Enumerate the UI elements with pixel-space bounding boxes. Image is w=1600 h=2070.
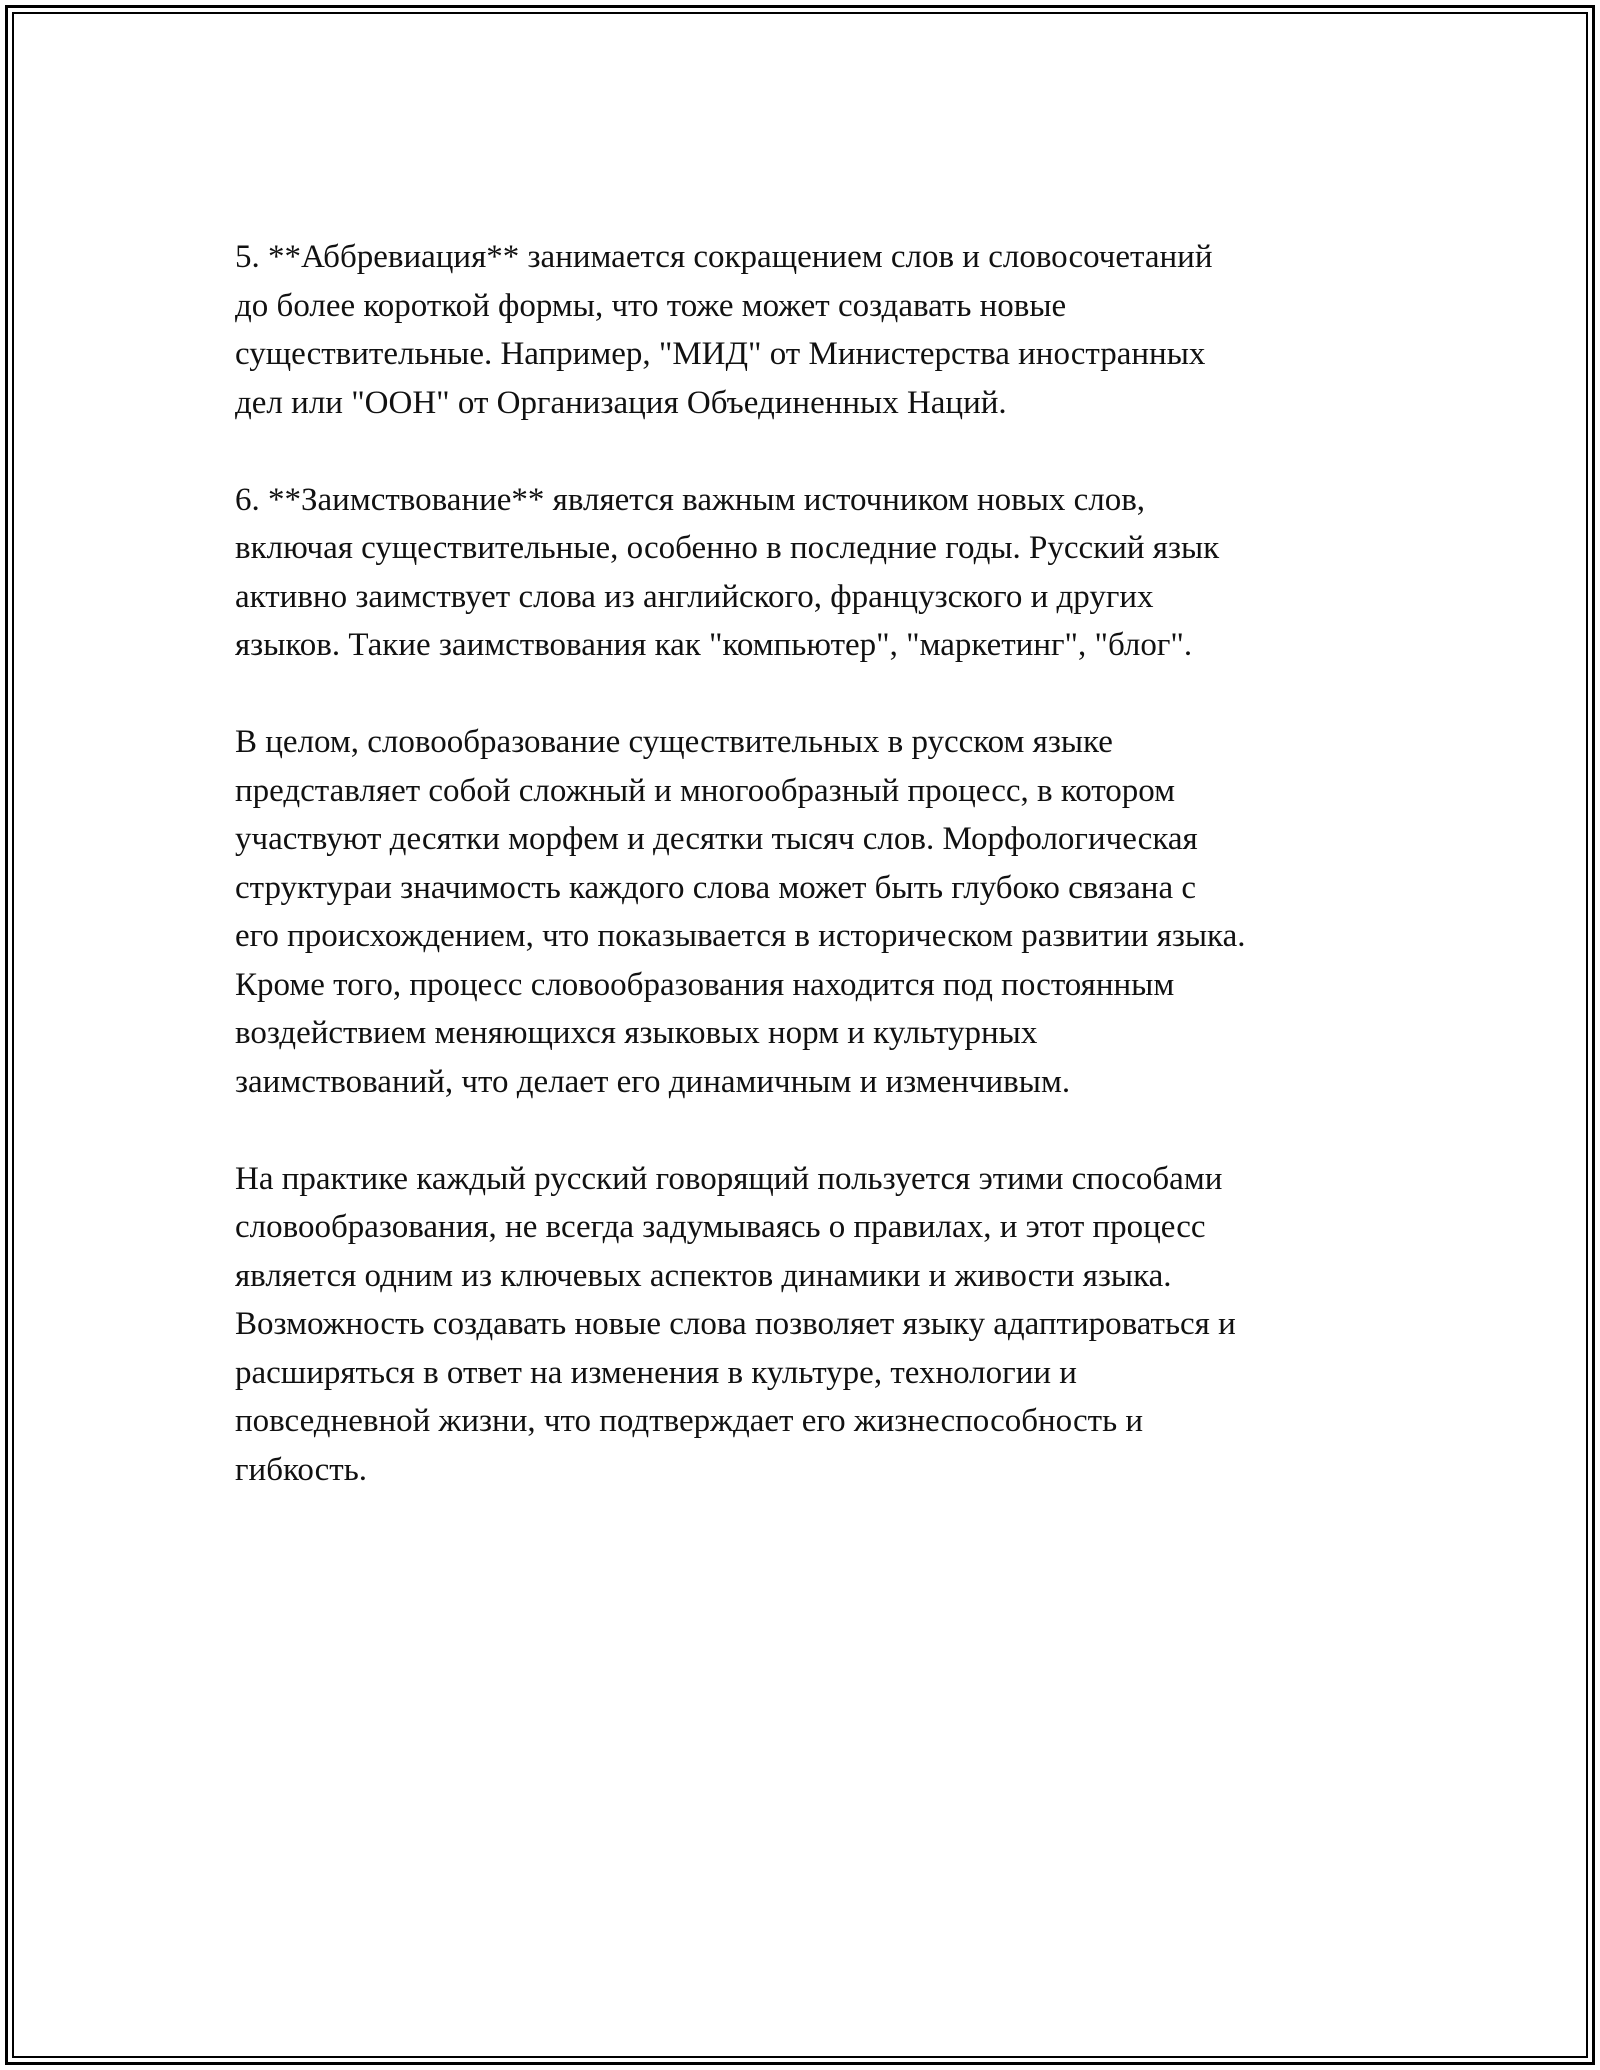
document-body (235, 233, 1395, 1543)
paragraph-abbreviation: 5. **Аббревиация** занимается сокращением слов и словосочетаний до более короткой формы, что тоже может создавать новые существительные. Например, "МИД" от Министерства иностранных дел или "ООН" от Организация Объединенных Наций. (235, 239, 1213, 421)
paragraph-summary: В целом, словообразование существительных в русском языке представляет собой сложный и многообразный процесс, в котором участвуют десятки морфем и десятки тысяч слов. Морфологическая структураи значимость каждого слова может быть глубоко связана с его происхождением, что показывается в историческом развитии языка. Кроме того, процесс словообразования находится под постоянным воздействием меняющихся языковых норм и культурных заимствований, что делает его динамичным и изменчивым. (235, 724, 1246, 1100)
paragraph-borrowing: 6. **Заимствование** является важным источником новых слов, включая существительные, особенно в последние годы. Русский язык активно заимствует слова из английского, французского и других языков. Такие заимствования как "компьютер", "маркетинг", "блог". (235, 481, 1220, 663)
paragraph-practice: На практике каждый русский говорящий пользуется этими способами словообразования, не всегда задумываясь о правилах, и этот процесс является одним из ключевых аспектов динамики и живости языка. Возможность создавать новые слова позволяет языку адаптироваться и расширяться в ответ на изменения в культуре, технологии и повседневной жизни, что подтверждает его жизнеспособность и гибкость. (235, 1160, 1236, 1488)
